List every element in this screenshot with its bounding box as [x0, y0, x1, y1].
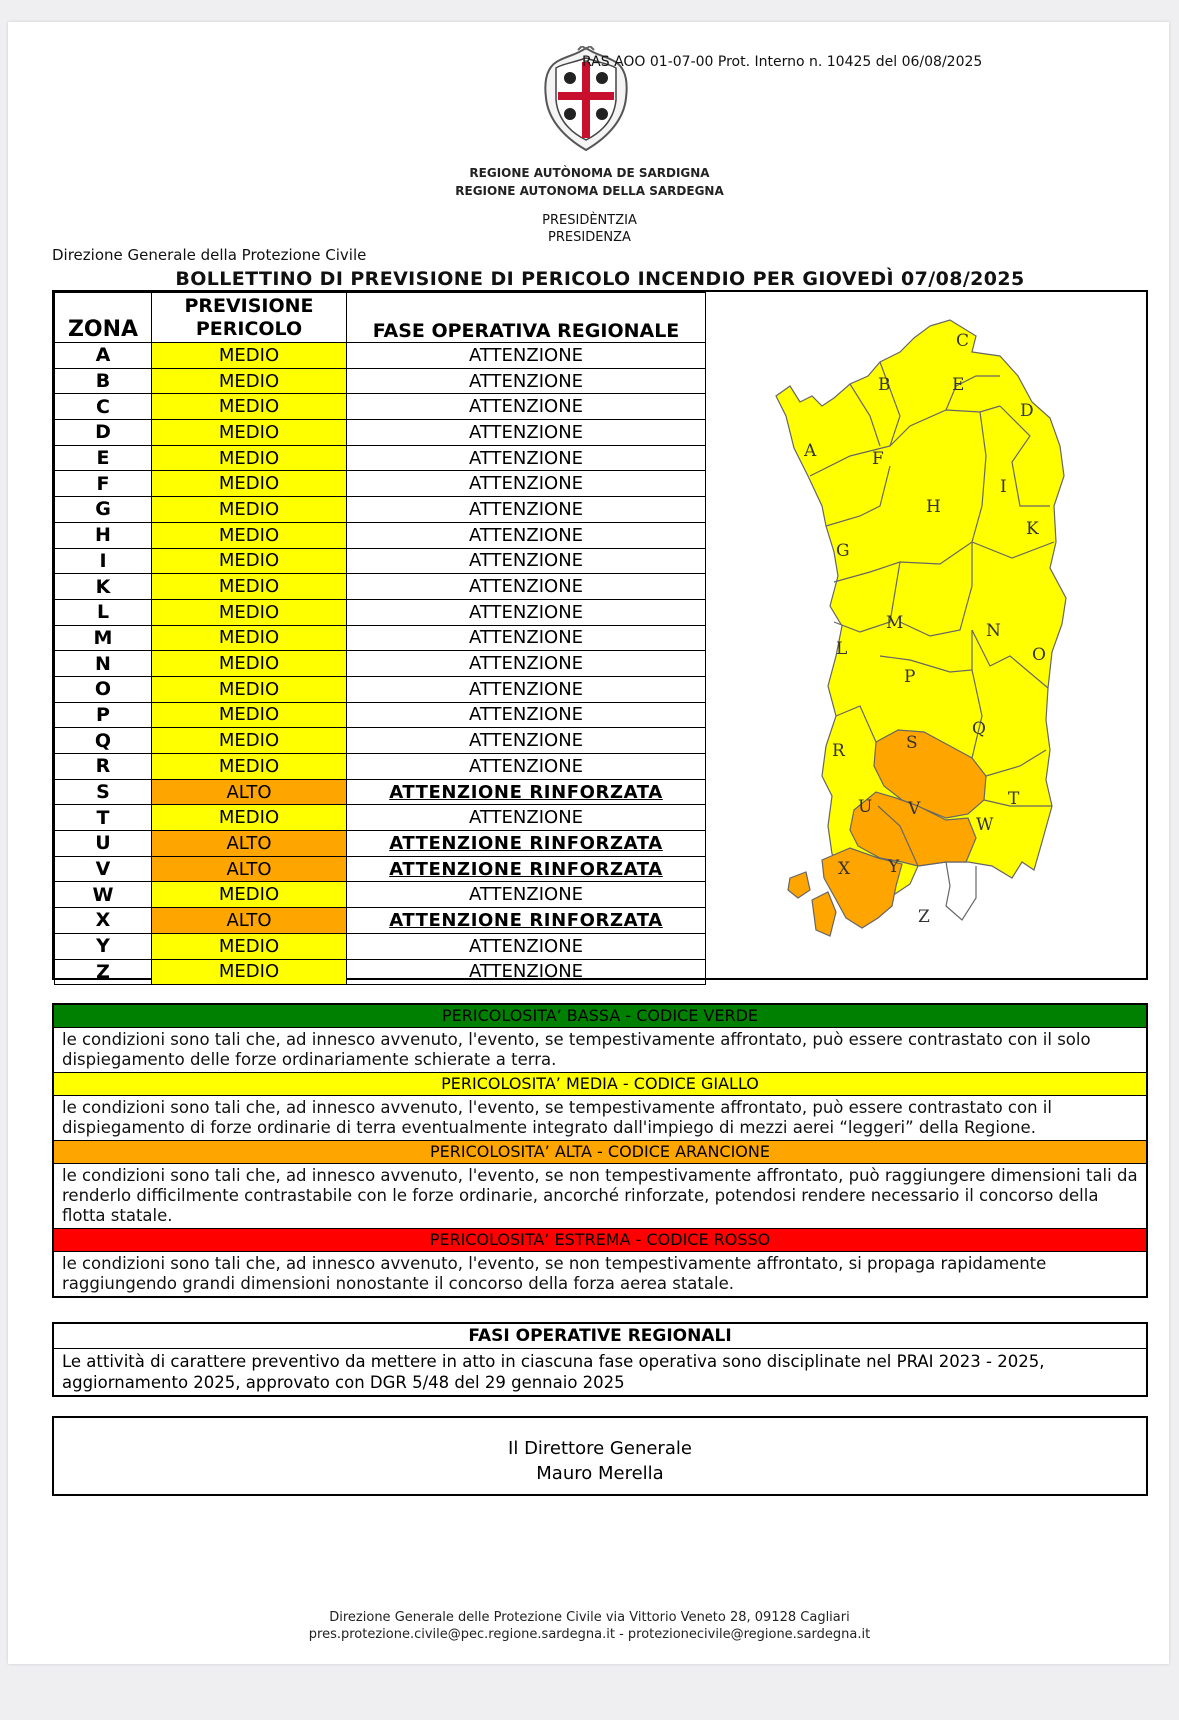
map-zone-label: H [926, 497, 941, 517]
operational-phase: ATTENZIONE [347, 420, 706, 446]
protocol-number: RAS AOO 01-07-00 Prot. Interno n. 10425 del 06/08/2025 [582, 54, 983, 70]
island-sant-antioco [812, 892, 836, 936]
operational-phases-box [52, 1322, 1148, 1397]
table-row [55, 548, 706, 574]
hazard-level: MEDIO [152, 522, 347, 548]
map-zone-label: M [886, 613, 904, 633]
map-zone-label: B [878, 375, 891, 395]
legend-header: PERICOLOSITA’ MEDIA - CODICE GIALLO [54, 1073, 1146, 1096]
bulletin-title: BOLLETTINO DI PREVISIONE DI PERICOLO INCENDIO PER GIOVEDÌ 07/08/2025 [175, 268, 1025, 290]
hazard-level: MEDIO [152, 959, 347, 985]
table-row [55, 882, 706, 908]
zone-code: G [55, 497, 152, 523]
table-row [55, 522, 706, 548]
map-zone-label: A [804, 441, 817, 461]
legend-description: le condizioni sono tali che, ad innesco avvenuto, l'evento, se tempestivamente affrontato, può essere contrastato con il solo dispiegamento delle forze ordinariamente schierate a terra. [54, 1028, 1146, 1073]
region-name-sardinian: REGIONE AUTÒNOMA DE SARDIGNA [469, 166, 710, 180]
zone-code: M [55, 625, 152, 651]
operational-phase: ATTENZIONE RINFORZATA [347, 856, 706, 882]
table-row [55, 651, 706, 677]
table-row [55, 805, 706, 831]
map-zone-label: Q [972, 719, 986, 739]
map-zone-label: O [1032, 645, 1046, 665]
signature-box [52, 1416, 1148, 1496]
hazard-level: MEDIO [152, 471, 347, 497]
presidency-sardinian: PRESIDÈNTZIA [542, 213, 637, 228]
signatory-role: Il Direttore Generale [508, 1438, 692, 1459]
presidency-italian: PRESIDENZA [548, 230, 631, 245]
hazard-level: MEDIO [152, 548, 347, 574]
zone-code: N [55, 651, 152, 677]
operational-phase: ATTENZIONE [347, 522, 706, 548]
hazard-level: MEDIO [152, 882, 347, 908]
legend-description: le condizioni sono tali che, ad innesco avvenuto, l'evento, se non tempestivamente affrontato, può raggiungere dimensioni tali da renderlo difficilmente contrastabile con le forze ordinarie, ancorché rinforzate, potendosi rendere necessario il concorso della flotta statale. [54, 1164, 1146, 1229]
footer-address: Direzione Generale delle Protezione Civile via Vittorio Veneto 28, 09128 Cagliari [329, 1610, 850, 1625]
zone-code: D [55, 420, 152, 446]
operational-phase: ATTENZIONE RINFORZATA [347, 831, 706, 857]
header-forecast: PREVISIONE PERICOLO [152, 293, 347, 343]
operational-phase: ATTENZIONE [347, 548, 706, 574]
table-row [55, 831, 706, 857]
map-zone-label: U [858, 797, 873, 817]
legend-description: le condizioni sono tali che, ad innesco avvenuto, l'evento, se tempestivamente affrontato, può essere contrastato con il dispiegamento di forze ordinarie di terra eventualmente integrato dall'impiego di mezzi aerei “leggeri” della Regione. [54, 1096, 1146, 1141]
legend-description: le condizioni sono tali che, ad innesco avvenuto, l'evento, se non tempestivamente affrontato, si propaga rapidamente raggiungendo grandi dimensioni nonostante il concorso della forza aerea statale. [62, 1254, 1047, 1293]
zone-code: B [55, 368, 152, 394]
zone-forecast-table [54, 292, 706, 995]
zone-code: K [55, 574, 152, 600]
signatory-name: Mauro Merella [536, 1463, 664, 1484]
operational-phase: ATTENZIONE [347, 728, 706, 754]
operational-phase: ATTENZIONE [347, 445, 706, 471]
legend-header: PERICOLOSITA’ BASSA - CODICE VERDE [54, 1005, 1146, 1028]
operational-phase: ATTENZIONE [347, 754, 706, 780]
table-row [55, 343, 706, 369]
map-zone-label: I [1000, 477, 1007, 497]
hazard-level: MEDIO [152, 599, 347, 625]
map-zone-label: C [956, 331, 970, 351]
hazard-level: MEDIO [152, 676, 347, 702]
sardinia-zone-map [750, 306, 1144, 978]
forecast-panel [52, 290, 1148, 983]
table-row [55, 779, 706, 805]
header-zone: ZONA [55, 293, 152, 343]
table-row [55, 497, 706, 523]
hazard-level: ALTO [152, 831, 347, 857]
zone-code: T [55, 805, 152, 831]
hazard-level: MEDIO [152, 574, 347, 600]
operational-phase: ATTENZIONE [347, 368, 706, 394]
operational-phase: ATTENZIONE [347, 933, 706, 959]
operational-phase: ATTENZIONE [347, 574, 706, 600]
map-zone-label: X [838, 859, 851, 879]
table-row-empty [55, 985, 706, 995]
legend-header: PERICOLOSITA’ ALTA - CODICE ARANCIONE [54, 1141, 1146, 1164]
map-zone-label: W [976, 815, 994, 835]
zone-code: Q [55, 728, 152, 754]
zone-code: L [55, 599, 152, 625]
zone-code: X [55, 908, 152, 934]
hazard-level: ALTO [152, 856, 347, 882]
map-zone-label: F [872, 449, 884, 469]
zone-code: O [55, 676, 152, 702]
footer-emails: pres.protezione.civile@pec.regione.sardegna.it - protezionecivile@regione.sardegna.it [308, 1627, 871, 1642]
zone-code: V [55, 856, 152, 882]
hazard-level: MEDIO [152, 651, 347, 677]
map-zone-label: Z [918, 907, 930, 927]
map-zone-label: R [832, 741, 845, 761]
zone-code: P [55, 702, 152, 728]
operational-phase: ATTENZIONE [347, 625, 706, 651]
map-zone-label: S [906, 733, 918, 753]
hazard-level: MEDIO [152, 394, 347, 420]
zone-code: Y [55, 933, 152, 959]
operational-phase: ATTENZIONE [347, 882, 706, 908]
hazard-level: MEDIO [152, 420, 347, 446]
map-zone-label: L [836, 639, 848, 659]
hazard-level: MEDIO [152, 754, 347, 780]
table-row [55, 676, 706, 702]
zone-code: U [55, 831, 152, 857]
zone-code: S [55, 779, 152, 805]
operational-phase: ATTENZIONE [347, 394, 706, 420]
hazard-legend [52, 1003, 1148, 1298]
operational-phase: ATTENZIONE [347, 702, 706, 728]
table-row [55, 908, 706, 934]
hazard-level: MEDIO [152, 497, 347, 523]
table-row [55, 856, 706, 882]
map-zone-label: E [952, 375, 965, 395]
table-row [55, 420, 706, 446]
legend-header: PERICOLOSITA’ ESTREMA - CODICE ROSSO [54, 1229, 1146, 1252]
operational-phase: ATTENZIONE [347, 959, 706, 985]
map-zone-label: D [1020, 401, 1034, 421]
hazard-level: MEDIO [152, 625, 347, 651]
hazard-level: MEDIO [152, 805, 347, 831]
operational-phase: ATTENZIONE [347, 676, 706, 702]
map-zone-label: T [1008, 789, 1020, 809]
zone-code: H [55, 522, 152, 548]
zone-code: R [55, 754, 152, 780]
table-row [55, 625, 706, 651]
hazard-level: MEDIO [152, 728, 347, 754]
operational-phase: ATTENZIONE [347, 599, 706, 625]
map-zone-label: Y [888, 857, 900, 877]
hazard-level: MEDIO [152, 702, 347, 728]
hazard-level: MEDIO [152, 368, 347, 394]
hazard-level: ALTO [152, 908, 347, 934]
hazard-level: ALTO [152, 779, 347, 805]
table-row [55, 574, 706, 600]
hazard-level: MEDIO [152, 445, 347, 471]
zone-code: E [55, 445, 152, 471]
table-row [55, 754, 706, 780]
zone-code: Z [55, 959, 152, 985]
operational-phase: ATTENZIONE [347, 651, 706, 677]
operational-phase: ATTENZIONE [347, 343, 706, 369]
zone-code: A [55, 343, 152, 369]
table-row [55, 394, 706, 420]
operational-phases-header: FASI OPERATIVE REGIONALI [54, 1324, 1146, 1349]
operational-phase: ATTENZIONE RINFORZATA [347, 779, 706, 805]
table-row [55, 702, 706, 728]
operational-phase: ATTENZIONE RINFORZATA [347, 908, 706, 934]
table-row [55, 728, 706, 754]
island-san-pietro [788, 872, 810, 898]
table-row [55, 959, 706, 985]
operational-phase: ATTENZIONE [347, 471, 706, 497]
table-row [55, 599, 706, 625]
hazard-level: MEDIO [152, 343, 347, 369]
zone-code: C [55, 394, 152, 420]
operational-phase: ATTENZIONE [347, 805, 706, 831]
operational-phases-text: Le attività di carattere preventivo da mettere in atto in ciascuna fase operativa sono disciplinate nel PRAI 2023 - 2025, aggiornamento 2025, approvato con DGR 5/48 del 29 gennaio 2025 [62, 1352, 1045, 1392]
zone-code: I [55, 548, 152, 574]
zone-code: W [55, 882, 152, 908]
region-name-italian: REGIONE AUTONOMA DELLA SARDEGNA [455, 184, 724, 198]
map-zone-label: P [904, 667, 916, 687]
table-row [55, 933, 706, 959]
zone-code: F [55, 471, 152, 497]
table-row [55, 471, 706, 497]
table-row [55, 445, 706, 471]
header-phase: FASE OPERATIVA REGIONALE [347, 293, 706, 343]
department-name: Direzione Generale della Protezione Civile [52, 246, 367, 264]
map-zone-label: N [986, 621, 1001, 641]
map-zone-label: V [908, 799, 921, 819]
hazard-level: MEDIO [152, 933, 347, 959]
operational-phase: ATTENZIONE [347, 497, 706, 523]
map-zone-label: G [836, 541, 850, 561]
map-zone-label: K [1026, 519, 1039, 539]
table-row [55, 368, 706, 394]
